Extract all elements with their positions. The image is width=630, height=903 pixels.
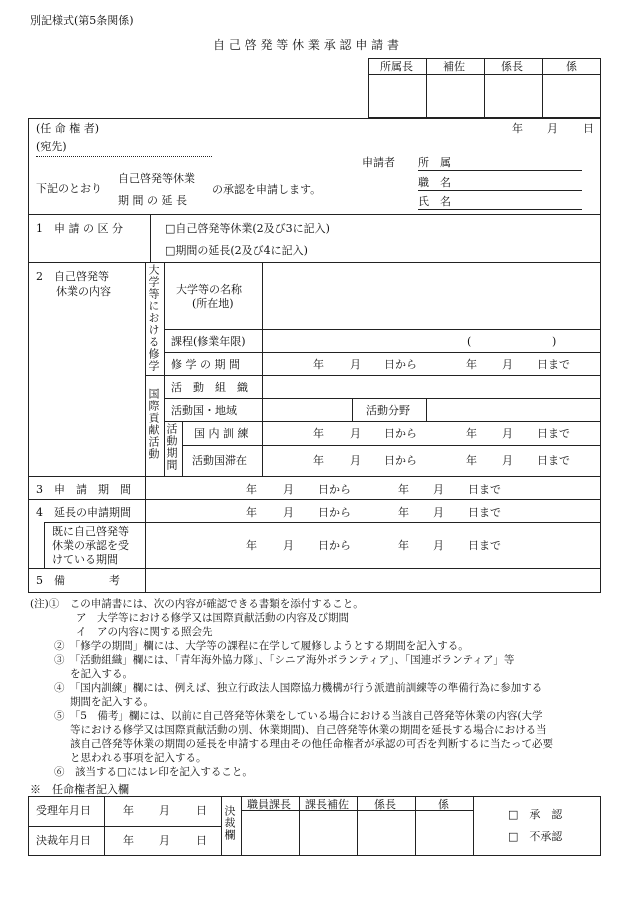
request-option-extension: 期 間 の 延 長 [118, 194, 187, 207]
position-label: 職 名 [418, 176, 451, 189]
note-4b: 期間を記入する。 [70, 696, 154, 708]
intl-activity-vertical: 国際貢献活動 [147, 388, 160, 460]
stamp-hosa: 補佐 [443, 60, 465, 73]
period_words-from: 日から [384, 454, 417, 467]
footer-date_y: 年 [123, 804, 134, 817]
sec2-label: 2 自己啓発等 [36, 270, 109, 283]
approve-checkbox[interactable]: □ 承 認 [508, 808, 563, 821]
period_words-y: 年 [466, 454, 477, 467]
period_words-y: 年 [246, 483, 257, 496]
sec2-course_open: ( [467, 335, 472, 348]
sec4b-label-2: 休業の承認を受 [52, 539, 129, 552]
footer-date_d: 日 [196, 834, 207, 847]
stamp-shozokucho: 所属長 [380, 60, 413, 73]
period_words-from: 日から [384, 427, 417, 440]
note-5c: 該自己啓発等休業の期間の延長を申請する理由その他任命権者が承認の可否を判断するに当たって必要 [70, 738, 553, 750]
period_words-m: 月 [502, 454, 513, 467]
form-reference: 別記様式(第5条関係) [30, 14, 134, 27]
domestic-training-label: 国 内 訓 練 [194, 427, 249, 440]
footer-title: ※ 任命権者記入欄 [30, 783, 129, 796]
abroad-stay-label: 活動国滞在 [192, 454, 247, 467]
note-5a: ⑤ 「5 備考」欄には、以前に自己啓発等休業をしている場合における当該自己啓発等休業の内容(大学 [54, 710, 543, 722]
note-a: ア 大学等における修学又は国際貢献活動の内容及び期間 [76, 612, 349, 624]
position-field[interactable] [418, 190, 582, 191]
period_words-to: 日まで [468, 483, 501, 496]
sec4-label: 4 延長の申請期間 [36, 506, 131, 519]
period_words-from: 日から [318, 539, 351, 552]
period_words-from: 日から [384, 358, 417, 371]
period_words-to: 日まで [537, 454, 570, 467]
period_words-to: 日まで [468, 506, 501, 519]
sec2-course_close: ) [552, 335, 557, 348]
period_words-to: 日まで [468, 539, 501, 552]
period_words-y: 年 [313, 358, 324, 371]
period_words-m: 月 [283, 506, 294, 519]
received-date-label: 受理年月日 [36, 804, 91, 817]
note-head: (注)① この申請書には、次の内容が確認できる書類を添付すること。 [30, 598, 364, 610]
footer-date_m: 月 [159, 804, 170, 817]
sec2-label-2: 休業の内容 [56, 285, 111, 298]
univ-study-vertical: 大学等における修学 [147, 264, 160, 372]
date-month: 月 [547, 122, 558, 135]
note-5b: 等における修学又は国際貢献活動の別、休業期間)、自己啓発等休業の期間を延長する場合における当 [70, 724, 547, 736]
period_words-y: 年 [398, 483, 409, 496]
period_words-m: 月 [283, 483, 294, 496]
request-option-leave: 自己啓発等休業 [118, 172, 195, 185]
period_words-to: 日まで [537, 427, 570, 440]
period_words-y: 年 [466, 427, 477, 440]
period_words-m: 月 [283, 539, 294, 552]
footer-date_y: 年 [123, 834, 134, 847]
name-field[interactable] [418, 209, 582, 210]
date-day: 日 [583, 122, 594, 135]
period_words-from: 日から [318, 483, 351, 496]
addressee-line[interactable] [36, 156, 212, 157]
name-label: 氏 名 [418, 195, 451, 208]
period_words-y: 年 [398, 539, 409, 552]
period_words-m: 月 [433, 506, 444, 519]
applicant-label: 申請者 [362, 156, 395, 169]
sec3-label: 3 申 請 期 間 [36, 483, 131, 496]
stamp-shokuin-kacho: 職員課長 [247, 798, 291, 811]
sec5-label: 5 備 考 [36, 574, 120, 587]
period_words-y: 年 [313, 454, 324, 467]
period_words-m: 月 [350, 358, 361, 371]
period_words-m: 月 [433, 483, 444, 496]
note-3b: を記入する。 [70, 668, 133, 680]
period_words-y: 年 [246, 506, 257, 519]
period_words-y: 年 [398, 506, 409, 519]
affiliation-label: 所 属 [418, 156, 451, 169]
period_words-y: 年 [466, 358, 477, 371]
univ-location-label: (所在地) [192, 297, 234, 310]
affiliation-field[interactable] [418, 170, 582, 171]
sec1-label: 1 申 請 の 区 分 [36, 222, 123, 235]
sec4b-label-3: けている期間 [52, 553, 118, 566]
stamp-footer-kakari: 係 [438, 798, 449, 811]
activity-period-vertical: 活動期間 [165, 423, 178, 471]
form-title: 自 己 啓 発 等 休 業 承 認 申 請 書 [213, 38, 399, 52]
period_words-m: 月 [350, 454, 361, 467]
study-period-label: 修 学 の 期 間 [171, 358, 240, 371]
period_words-m: 月 [433, 539, 444, 552]
period_words-y: 年 [246, 539, 257, 552]
period_words-y: 年 [313, 427, 324, 440]
note-6: ⑥ 該当する□にはレ印を記入すること。 [54, 766, 253, 778]
decided-date-label: 決裁年月日 [36, 834, 91, 847]
date-year: 年 [512, 122, 523, 135]
activity-country-label: 活動国・地域 [171, 404, 237, 417]
note-i: イ アの内容に関する照会先 [76, 626, 213, 638]
sec1-option-extension[interactable]: □期間の延長(2及び4に記入) [165, 244, 308, 257]
period_words-m: 月 [502, 358, 513, 371]
note-4a: ④ 「国内訓練」欄には、例えば、独立行政法人国際協力機構が行う派遣前訓練等の準備行為に参加する [54, 682, 543, 694]
reject-checkbox[interactable]: □ 不承認 [508, 830, 563, 843]
univ-name-label: 大学等の名称 [176, 283, 242, 296]
sec1-option-leave[interactable]: □自己啓発等休業(2及び3に記入) [165, 222, 330, 235]
request-intro: 下記のとおり [36, 182, 102, 195]
note-3a: ③ 「活動組織」欄には、「青年海外協力隊」、「シニア海外ボランティア」、「国連ボランティア」等 [54, 654, 515, 666]
period_words-from: 日から [318, 506, 351, 519]
note-5d: と思われる事項を記入する。 [70, 752, 207, 764]
stamp-kakaricho: 係長 [501, 60, 523, 73]
activity-field-label: 活動分野 [366, 404, 410, 417]
stamp-kacho-hosa: 課長補佐 [305, 798, 349, 811]
request-suffix: の承認を申請します。 [212, 183, 322, 196]
period_words-m: 月 [350, 427, 361, 440]
footer-date_d: 日 [196, 804, 207, 817]
authority-label: (任 命 権 者) [36, 122, 100, 135]
kessai-label: 決裁欄 [223, 805, 236, 841]
stamp-footer-kakaricho: 係長 [374, 798, 396, 811]
note-2: ② 「修学の期間」欄には、大学等の課程に在学して履修しようとする期間を記入する。 [54, 640, 469, 652]
sec4b-label-1: 既に自己啓発等 [52, 525, 129, 538]
period_words-m: 月 [502, 427, 513, 440]
period_words-to: 日まで [537, 358, 570, 371]
stamp-kakari: 係 [566, 60, 577, 73]
footer-date_m: 月 [159, 834, 170, 847]
addressee-label: (宛先) [36, 140, 67, 153]
course-label: 課程(修業年限) [171, 335, 246, 348]
activity-org-label: 活 動 組 織 [171, 381, 248, 394]
